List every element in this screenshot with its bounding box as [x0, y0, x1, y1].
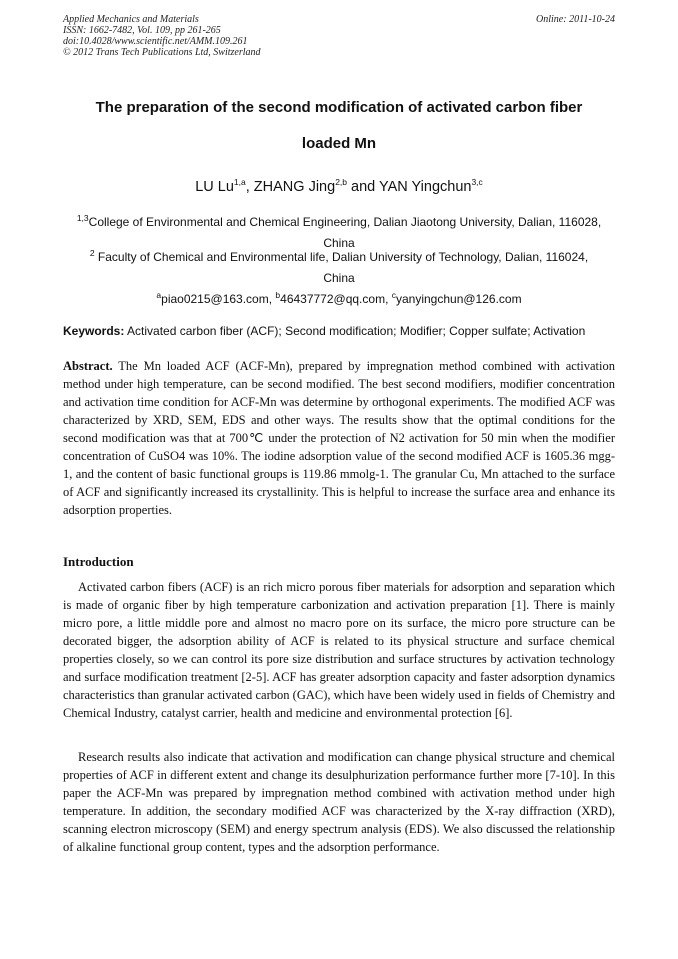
email-a: piao0215@163.com,: [161, 292, 276, 306]
issn-line: ISSN: 1662-7482, Vol. 109, pp 261-265: [63, 25, 221, 36]
author-name: ZHANG Jing: [253, 179, 336, 195]
journal-header: [63, 14, 261, 58]
affiliation-mark: 1,3: [76, 213, 89, 223]
paper-title-line-1: The preparation of the second modification of activated carbon fiber: [95, 99, 583, 116]
section-heading: Introduction: [63, 554, 134, 569]
author-separator: and: [347, 179, 380, 195]
paper-title-line-2: loaded Mn: [301, 135, 377, 152]
author-separator: ,: [245, 179, 254, 195]
keywords-text: Activated carbon fiber (ACF); Second modification; Modifier; Copper sulfate; Activation: [124, 324, 586, 338]
author-affiliation-mark: 3,c: [471, 177, 483, 188]
copyright-line: © 2012 Trans Tech Publications Ltd, Switzerland: [63, 47, 261, 58]
online-date: Online: 2011-10-24: [536, 14, 615, 25]
abstract: [63, 357, 615, 519]
affiliation-text: Faculty of Chemical and Environmental life, Dalian University of Technology, Dalian, 116024,: [94, 250, 589, 264]
abstract-text: The Mn loaded ACF (ACF-Mn), prepared by impregnation method combined with activation method under high temperature, can be second modified. The best second modifiers, modifier concentration and activation time condition for ACF-Mn was determine by orthogonal experiments. The modified ACF was characterized by XRD, SEM, EDS and other ways. The results show that the optimal conditions for the second modification was that at 700℃ under the protection of N2 activation for 50 min when the modifier concentration of CuSO4 was 10%. The iodine adsorption value of the second modified ACF is 1605.36 mgg-1, and the content of basic functional groups is 119.86 mmolg-1. The granular Cu, Mn attached to the surface of ACF and significantly increased its crystallinity. This is helpful to increase the surface area and enhance its adsorption properties.: [63, 359, 615, 517]
affiliation-country: China: [323, 236, 355, 250]
affiliation-text: College of Environmental and Chemical Engineering, Dalian Jiaotong University, Dalian, 116028,: [88, 215, 602, 229]
author-name: YAN Yingchun: [379, 179, 472, 195]
affiliation-mark: 2: [89, 248, 95, 258]
email-mark: a: [156, 290, 162, 300]
keywords: [63, 324, 618, 338]
email-c: yanyingchun@126.com: [395, 292, 522, 306]
email-b: 46437772@qq.com,: [280, 292, 392, 306]
affiliation-2: [63, 247, 615, 289]
abstract-label: Abstract.: [63, 359, 113, 373]
doi-line: doi:10.4028/www.scientific.net/AMM.109.261: [63, 36, 248, 47]
author-name: LU Lu: [195, 179, 234, 195]
author-emails: [40, 292, 638, 306]
email-mark: b: [275, 290, 281, 300]
author-affiliation-mark: 1,a: [233, 177, 246, 188]
affiliation-country: China: [323, 271, 355, 285]
keywords-label: Keywords:: [63, 324, 125, 338]
email-mark: c: [391, 290, 396, 300]
author-list: [40, 179, 638, 195]
intro-paragraph-2: Research results also indicate that activation and modification can change physical structure and chemical properties of ACF in different extent and change its desulphurization performance further more [7-10]. In this paper the ACF-Mn was prepared by impregnation method combined with activation method under high temperature. In addition, the secondary modified ACF was characterized by the X-ray diffraction (XRD), scanning electron microscopy (SEM) and energy spectrum analysis (EDS). We also discussed the relationship of alkaline functional group content, types and the adsorption performance.: [63, 750, 615, 854]
intro-paragraph-1: Activated carbon fibers (ACF) is an rich micro porous fiber materials for adsorption and separation which is made of organic fiber by high temperature carbonization and activation preparation [1]. There is mainly micro pore, a little middle pore and almost no macro pore on its surface, the micro pore structure can be decorated bigger, the adsorption ability of ACF is related to its physical structure and surface chemical properties closely, so we can control its pore size distribution and surface structures by activation technology and surface modification treatment [2-5]. ACF has greater adsorption capacity and faster adsorption dynamics characteristics than granular activated carbon (GAC), which have been widely used in fields of Chemistry and Chemical Industry, catalyst carrier, health and medicine and environmental protection [6].: [63, 580, 615, 720]
journal-name: Applied Mechanics and Materials: [63, 14, 199, 25]
author-affiliation-mark: 2,b: [335, 177, 348, 188]
